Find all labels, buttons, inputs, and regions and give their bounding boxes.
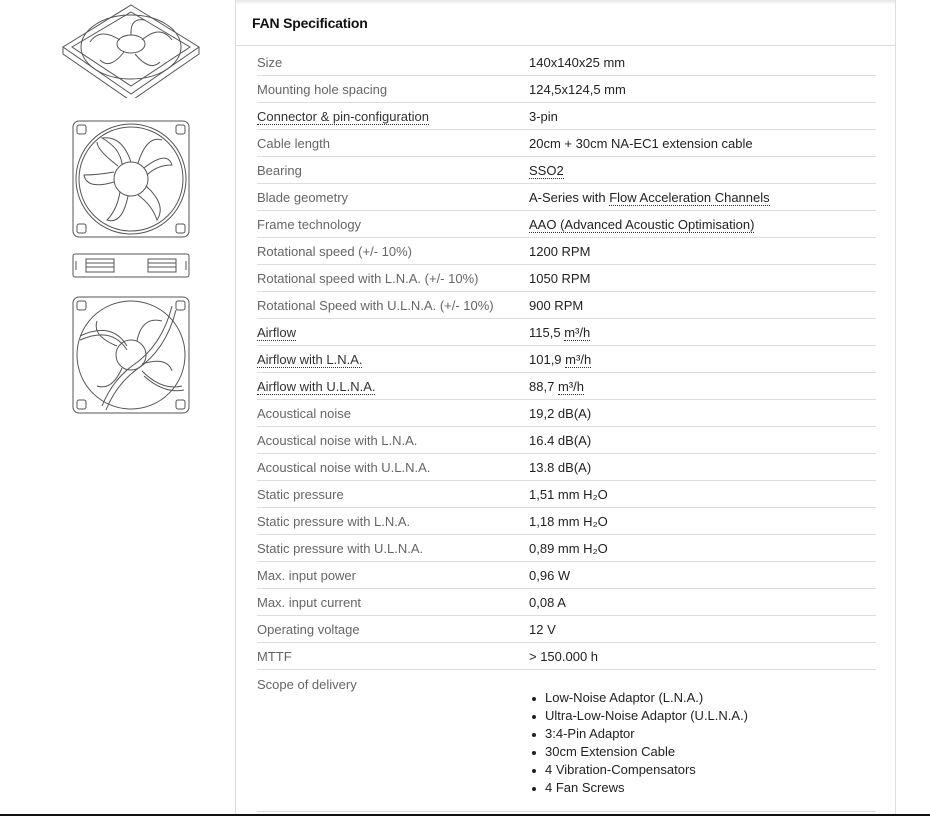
spec-value — [529, 325, 590, 340]
spec-value-tooltip[interactable]: AAO (Advanced Acoustic Optimisation) — [529, 216, 755, 232]
spec-value-text: 1,51 mm H₂O — [529, 486, 608, 502]
spec-value-prefix: A-Series with — [529, 189, 610, 205]
spec-label-text: Static pressure with U.L.N.A. — [257, 540, 424, 556]
spec-value — [529, 568, 570, 583]
spec-label-text: Bearing — [257, 162, 302, 178]
delivery-item: 4 Fan Screws — [529, 779, 748, 797]
spec-value-tooltip[interactable]: SSO2 — [529, 162, 564, 178]
spec-label-text: Operating voltage — [257, 621, 360, 637]
spec-label: Scope of delivery — [257, 677, 357, 692]
spec-label-text: Max. input power — [257, 567, 356, 583]
spec-label — [257, 514, 529, 529]
spec-value — [529, 352, 591, 367]
spec-row — [257, 184, 876, 211]
spec-label-text: Acoustical noise with L.N.A. — [257, 432, 418, 448]
spec-label — [257, 622, 529, 637]
spec-label-tooltip[interactable]: Airflow with U.L.N.A. — [257, 378, 376, 394]
spec-label — [257, 136, 529, 151]
spec-row — [257, 238, 876, 265]
spec-row — [257, 211, 876, 238]
fan-back-image — [72, 296, 190, 414]
spec-label-text: Rotational speed (+/- 10%) — [257, 243, 413, 259]
delivery-item: Ultra-Low-Noise Adaptor (U.L.N.A.) — [529, 707, 748, 725]
spec-label — [257, 244, 529, 259]
fan-specification-panel — [235, 0, 896, 816]
spec-value — [529, 541, 608, 556]
spec-value — [529, 82, 626, 97]
spec-row — [257, 49, 876, 76]
spec-row — [257, 400, 876, 427]
spec-value — [529, 406, 591, 421]
spec-value-text: 0,08 A — [529, 594, 566, 610]
spec-value — [529, 217, 754, 232]
divider — [236, 45, 895, 46]
section-title: FAN Specification — [252, 15, 368, 31]
spec-label — [257, 163, 529, 178]
scope-of-delivery-row — [257, 670, 876, 812]
spec-row — [257, 481, 876, 508]
spec-value-text: 115,5 — [529, 324, 561, 340]
spec-label — [257, 82, 529, 97]
spec-value — [529, 677, 748, 797]
delivery-item: Low-Noise Adaptor (L.N.A.) — [529, 689, 748, 707]
spec-value-text: 140x140x25 mm — [529, 54, 626, 70]
spec-row — [257, 454, 876, 481]
unit-tooltip[interactable]: m³/h — [565, 351, 592, 367]
spec-label — [257, 568, 529, 583]
spec-value — [529, 622, 556, 637]
spec-value — [529, 190, 770, 205]
spec-value-tooltip[interactable]: Flow Acceleration Channels — [609, 189, 770, 205]
spec-label — [257, 190, 529, 205]
spec-row — [257, 319, 876, 346]
spec-value — [529, 379, 584, 394]
spec-label-text: Cable length — [257, 135, 330, 151]
spec-value-text: 1,18 mm H₂O — [529, 513, 608, 529]
spec-label — [257, 649, 529, 664]
spec-label-text: Size — [257, 54, 283, 70]
unit-tooltip[interactable]: m³/h — [557, 378, 584, 394]
spec-row — [257, 616, 876, 643]
delivery-list — [529, 689, 748, 797]
spec-label-text: MTTF — [257, 648, 292, 664]
spec-value — [529, 433, 591, 448]
spec-label — [257, 271, 529, 286]
spec-row — [257, 103, 876, 130]
spec-label — [257, 325, 529, 340]
spec-row — [257, 643, 876, 670]
spec-label-tooltip[interactable]: Connector & pin-configuration — [257, 108, 429, 124]
spec-value-text: 19,2 dB(A) — [529, 405, 592, 421]
spec-value — [529, 595, 566, 610]
spec-value — [529, 55, 625, 70]
spec-label — [257, 298, 529, 313]
spec-label-text: Rotational speed with L.N.A. (+/- 10%) — [257, 270, 479, 286]
spec-row — [257, 292, 876, 319]
spec-row — [257, 157, 876, 184]
spec-row — [257, 589, 876, 616]
spec-value-text: 124,5x124,5 mm — [529, 81, 626, 97]
spec-label — [257, 487, 529, 502]
spec-label-text: Rotational Speed with U.L.N.A. (+/- 10%) — [257, 297, 494, 313]
spec-value-text: 88,7 — [529, 378, 555, 394]
spec-value — [529, 136, 753, 151]
unit-tooltip[interactable]: m³/h — [564, 324, 591, 340]
spec-label-text: Frame technology — [257, 216, 362, 232]
spec-label-text: Blade geometry — [257, 189, 349, 205]
spec-row — [257, 346, 876, 373]
spec-value-text: 1200 RPM — [529, 243, 591, 259]
spec-row — [257, 265, 876, 292]
spec-table — [257, 49, 876, 812]
spec-value-text: 12 V — [529, 621, 556, 637]
spec-label-text: Max. input current — [257, 594, 362, 610]
spec-row — [257, 130, 876, 157]
spec-value — [529, 109, 558, 124]
delivery-item: 4 Vibration-Compensators — [529, 761, 748, 779]
fan-side-image — [72, 253, 190, 278]
spec-value-text: > 150.000 h — [529, 648, 599, 664]
spec-value-text: 101,9 — [529, 351, 562, 367]
spec-value-text: 1050 RPM — [529, 270, 591, 286]
spec-value-text: 16.4 dB(A) — [529, 432, 592, 448]
top-shadow — [236, 0, 895, 5]
spec-value — [529, 487, 608, 502]
spec-label-text: Static pressure with L.N.A. — [257, 513, 411, 529]
spec-row — [257, 427, 876, 454]
spec-value — [529, 244, 590, 259]
fan-isometric-image — [60, 2, 202, 98]
spec-row — [257, 535, 876, 562]
spec-label-tooltip[interactable]: Airflow — [257, 324, 297, 340]
spec-label-text: Acoustical noise — [257, 405, 351, 421]
spec-value — [529, 460, 591, 475]
spec-value — [529, 271, 590, 286]
spec-row — [257, 76, 876, 103]
spec-value — [529, 163, 564, 178]
spec-label — [257, 433, 529, 448]
spec-value-text: 0,89 mm H₂O — [529, 540, 608, 556]
spec-row — [257, 508, 876, 535]
spec-value — [529, 514, 608, 529]
spec-label — [257, 379, 529, 394]
delivery-item: 30cm Extension Cable — [529, 743, 748, 761]
spec-value-text: 20cm + 30cm NA-EC1 extension cable — [529, 135, 753, 151]
spec-label — [257, 460, 529, 475]
spec-value-text: 3-pin — [529, 108, 558, 124]
spec-label-text: Static pressure — [257, 486, 344, 502]
product-images — [0, 0, 235, 816]
fan-front-image — [72, 120, 190, 238]
spec-value — [529, 298, 583, 313]
spec-row — [257, 373, 876, 400]
spec-label — [257, 55, 529, 70]
spec-label-text: Acoustical noise with U.L.N.A. — [257, 459, 431, 475]
spec-value — [529, 649, 598, 664]
spec-label — [257, 541, 529, 556]
delivery-item: 3:4-Pin Adaptor — [529, 725, 748, 743]
spec-label — [257, 109, 529, 124]
spec-row — [257, 562, 876, 589]
spec-label — [257, 406, 529, 421]
spec-label-tooltip[interactable]: Airflow with L.N.A. — [257, 351, 363, 367]
spec-label — [257, 352, 529, 367]
spec-value-text: 900 RPM — [529, 297, 584, 313]
spec-value-text: 13.8 dB(A) — [529, 459, 592, 475]
spec-label-text: Mounting hole spacing — [257, 81, 388, 97]
spec-value-text: 0,96 W — [529, 567, 571, 583]
spec-label — [257, 595, 529, 610]
spec-label — [257, 217, 529, 232]
